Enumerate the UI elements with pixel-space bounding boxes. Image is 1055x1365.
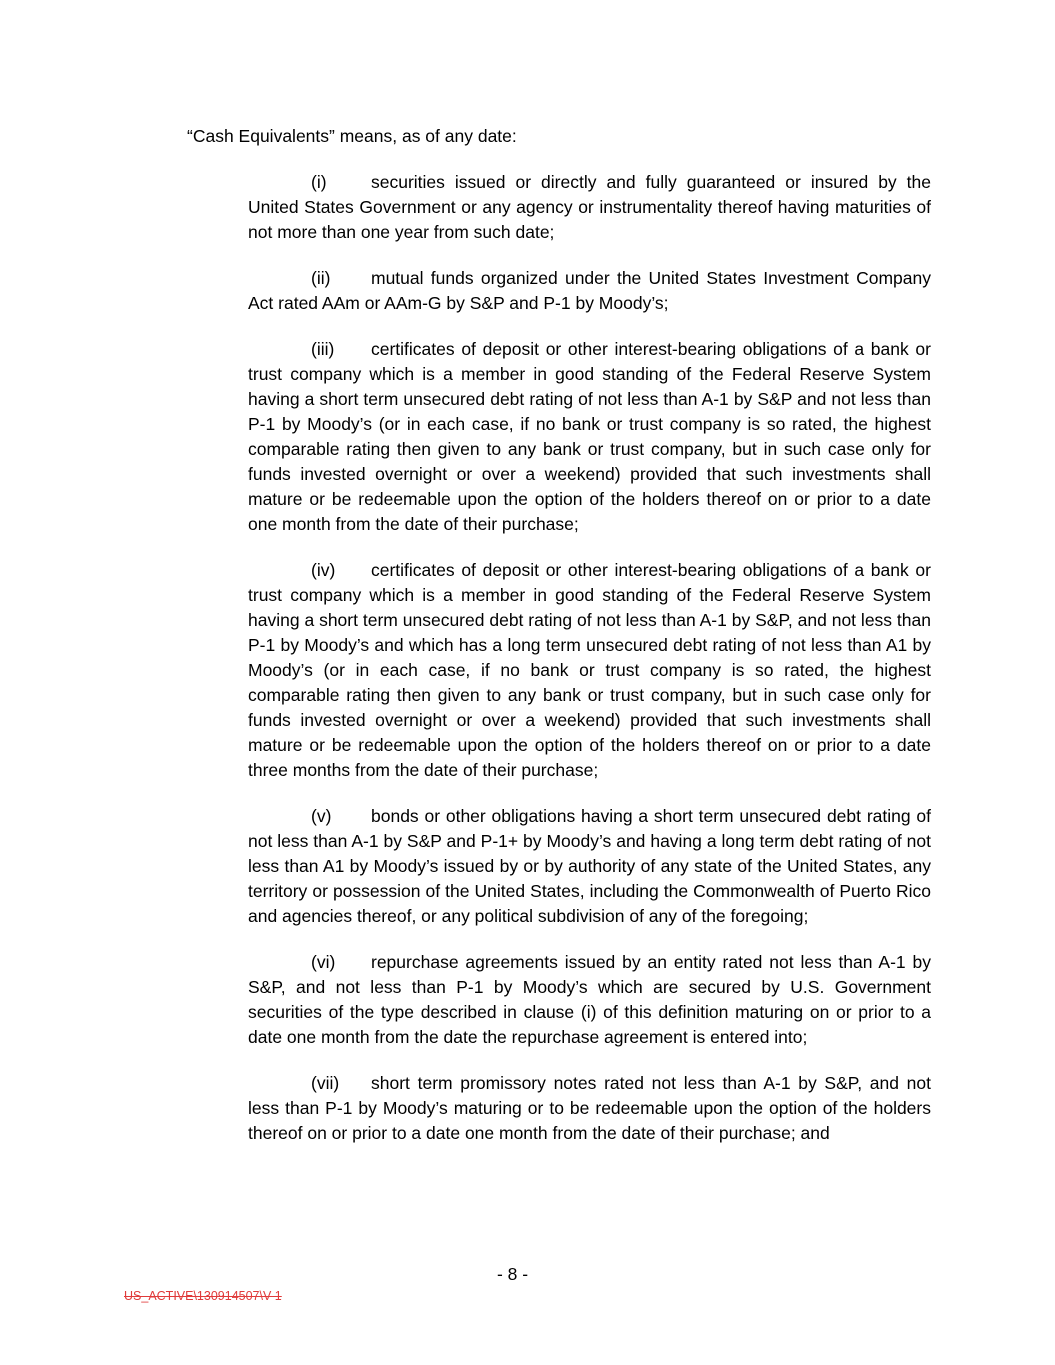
clause-number: (iv): [311, 560, 336, 580]
clause-text: repurchase agreements issued by an entity rated not less than A-1 by S&P, and not less than P-1 by Moody’s which are secured by U.S. Government securities of the type described in clause (i) of this definition maturing on or prior to a date one month from the date the repurchase agreement is entered into;: [248, 952, 931, 1047]
clause-vii: [248, 1071, 931, 1146]
clause-number: (vi): [311, 952, 336, 972]
clause-number: (i): [311, 172, 327, 192]
clause-text: mutual funds organized under the United States Investment Company Act rated AAm or AAm-G by S&P and P-1 by Moody’s;: [248, 268, 931, 313]
page-number: - 8 -: [496, 1264, 529, 1284]
definition-intro: “Cash Equivalents” means, as of any date:: [187, 126, 517, 146]
clause-text: securities issued or directly and fully guaranteed or insured by the United States Government or any agency or instrumentality thereof having maturities of not more than one year from such date;: [248, 172, 931, 242]
clause-number: (ii): [311, 268, 331, 288]
clause-ii: [248, 266, 931, 316]
clause-list: [248, 170, 931, 1167]
clause-text: bonds or other obligations having a short term unsecured debt rating of not less than A-1 by S&P and P-1+ by Moody’s and having a long term debt rating of not less than A1 by Moody’s issued by or by authority of any state of the United States, any territory or possession of the United States, including the Commonwealth of Puerto Rico and agencies thereof, or any political subdivision of any of the foregoing;: [248, 806, 931, 926]
clause-text: certificates of deposit or other interest-bearing obligations of a bank or trust company which is a member in good standing of the Federal Reserve System having a short term unsecured debt rating of not less than A-1 by S&P, and not less than P-1 by Moody’s and which has a long term unsecured debt rating of not less than A1 by Moody’s (or in each case, if no bank or trust company is so rated, the highest comparable rating then given to any bank or trust company, but in such case only for funds invested overnight or over a weekend) provided that such investments shall mature or be redeemable upon the option of the holders thereof on or prior to a date three months from the date of their purchase;: [248, 560, 931, 780]
clause-iv: [248, 558, 931, 783]
clause-number: (iii): [311, 339, 335, 359]
clause-number: (v): [311, 806, 332, 826]
clause-v: [248, 804, 931, 929]
clause-text: certificates of deposit or other interest-bearing obligations of a bank or trust company which is a member in good standing of the Federal Reserve System having a short term unsecured debt rating of not less than A-1 by S&P and not less than P-1 by Moody’s (or in each case, if no bank or trust company is so rated, the highest comparable rating then given to any bank or trust company, but in such case only for funds invested overnight or over a weekend) provided that such investments shall mature or be redeemable upon the option of the holders thereof on or prior to a date one month from the date of their purchase;: [248, 339, 931, 534]
clause-i: [248, 170, 931, 245]
clause-iii: [248, 337, 931, 537]
clause-vi: [248, 950, 931, 1050]
clause-number: (vii): [311, 1073, 340, 1093]
clause-text: short term promissory notes rated not less than A-1 by S&P, and not less than P-1 by Moody’s maturing or to be redeemable upon the option of the holders thereof on or prior to a date one month from the date of their purchase; and: [248, 1073, 931, 1143]
document-id-footer: US_ACTIVE\130914507\V-1: [124, 1289, 282, 1303]
